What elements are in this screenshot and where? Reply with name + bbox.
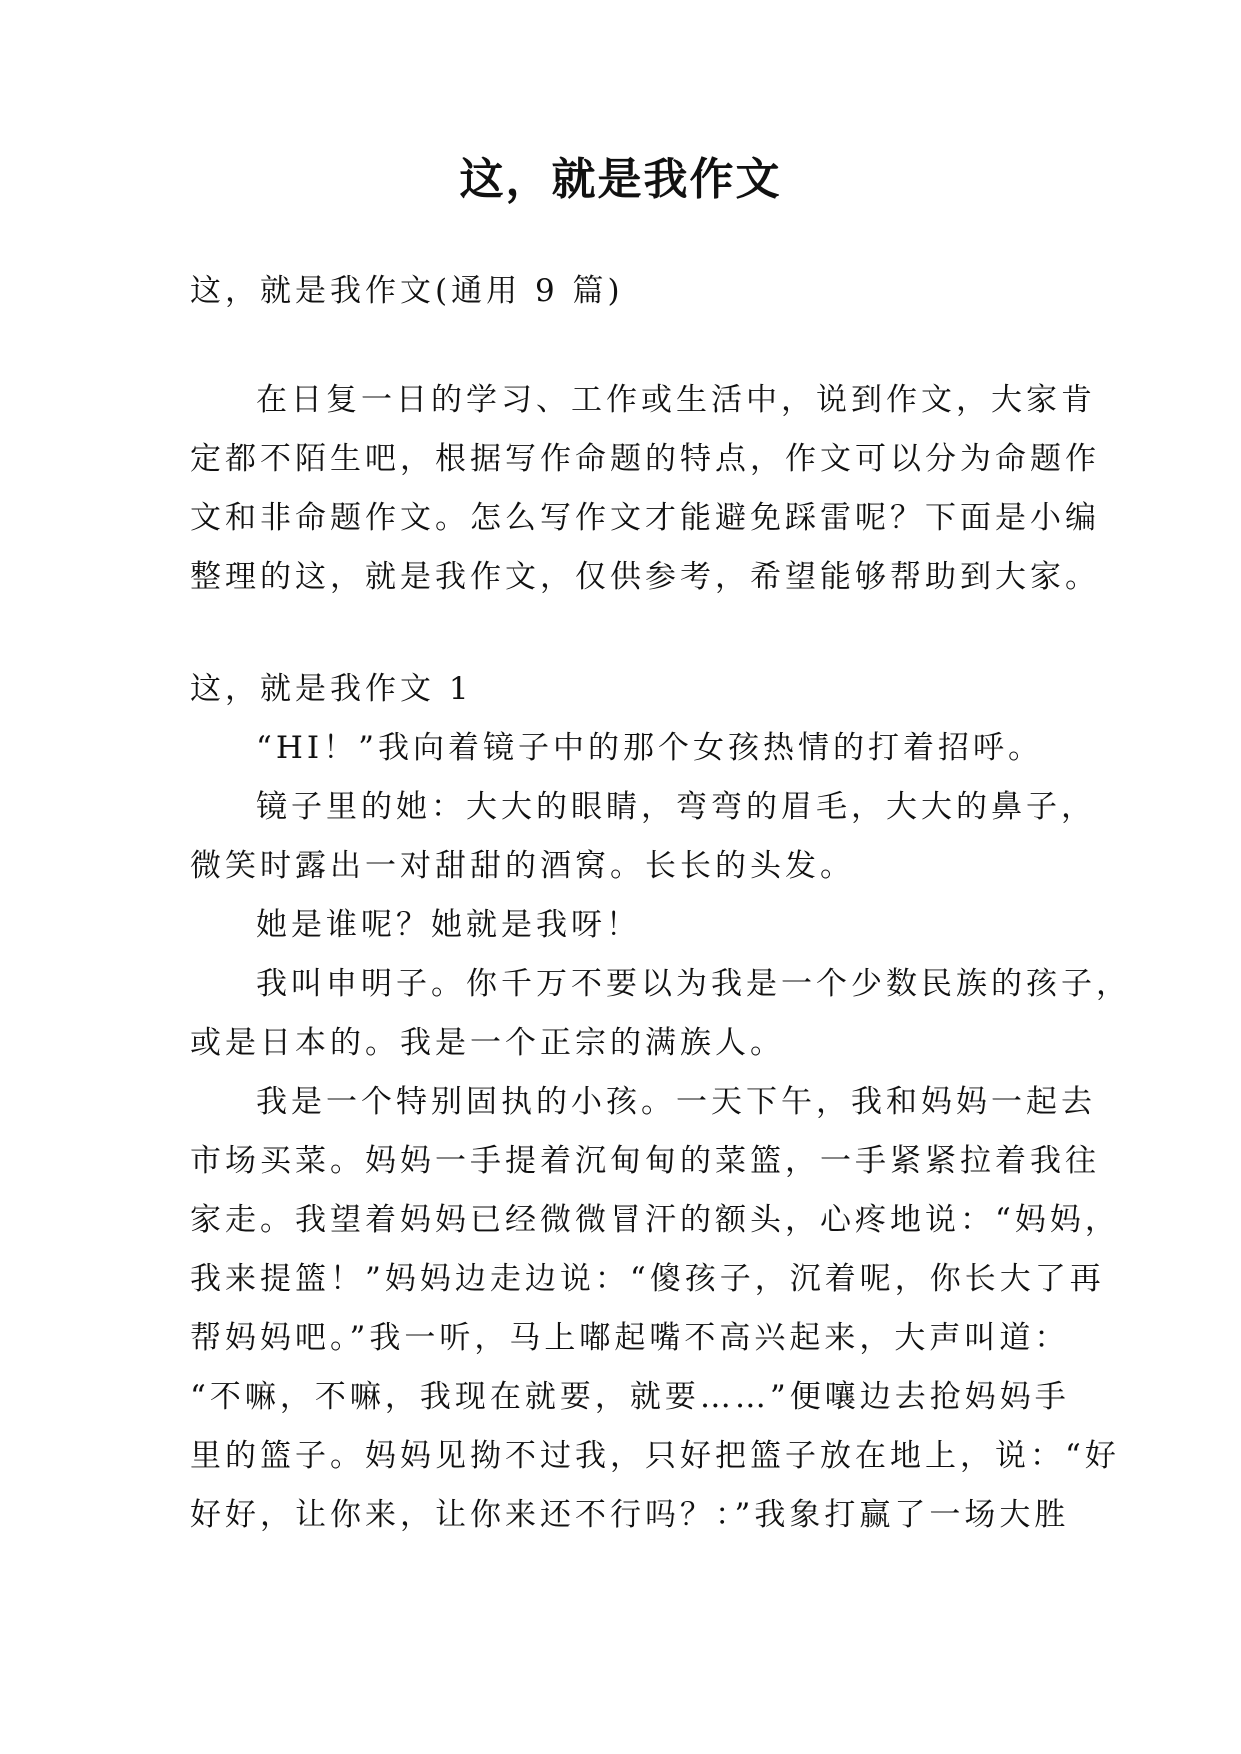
body-line: 镜子里的她：大大的眼睛，弯弯的眉毛，大大的鼻子，: [256, 789, 1096, 825]
body-line: 或是日本的。我是一个正宗的满族人。: [190, 1025, 785, 1061]
paragraph-gap: [190, 321, 1070, 371]
body-line: 家走。我望着妈妈已经微微冒汗的额头，心疼地说：“妈妈，: [190, 1202, 1120, 1238]
body-line: 我叫申明子。你千万不要以为我是一个少数民族的孩子，: [256, 966, 1131, 1002]
intro-line: 在日复一日的学习、工作或生活中，说到作文，大家肯: [256, 382, 1096, 418]
document-subtitle: 这，就是我作文(通用 9 篇): [190, 273, 624, 309]
body-line: 好好，让你来，让你来还不行吗？：”我象打赢了一场大胜: [190, 1497, 1070, 1533]
body-line: 里的篮子。妈妈见拗不过我，只好把篮子放在地上，说：“好: [190, 1438, 1120, 1474]
body-line: 她是谁呢？她就是我呀！: [256, 907, 641, 943]
paragraph-gap: [190, 607, 1070, 660]
body-line: 微笑时露出一对甜甜的酒窝。长长的头发。: [190, 848, 855, 884]
document-body: [190, 262, 1131, 1545]
intro-line: 整理的这，就是我作文，仅供参考，希望能够帮助到大家。: [190, 559, 1100, 595]
intro-line: 文和非命题作文。怎么写作文才能避免踩雷呢？下面是小编: [190, 500, 1100, 536]
body-line: “HI！”我向着镜子中的那个女孩热情的打着招呼。: [256, 730, 1043, 766]
body-line: 帮妈妈吧。”我一听，马上嘟起嘴不高兴起来，大声叫道：: [190, 1320, 1070, 1356]
body-line: “不嘛，不嘛，我现在就要，就要……”便嚷边去抢妈妈手: [190, 1379, 1070, 1415]
body-line: 市场买菜。妈妈一手提着沉甸甸的菜篮，一手紧紧拉着我往: [190, 1143, 1100, 1179]
body-line: 我来提篮！”妈妈边走边说：“傻孩子，沉着呢，你长大了再: [190, 1261, 1105, 1297]
body-line: 我是一个特别固执的小孩。一天下午，我和妈妈一起去: [256, 1084, 1096, 1120]
intro-line: 定都不陌生吧，根据写作命题的特点，作文可以分为命题作: [190, 441, 1100, 477]
document-title: 这，就是我作文: [459, 154, 782, 205]
section-heading: 这，就是我作文 1: [190, 671, 473, 707]
